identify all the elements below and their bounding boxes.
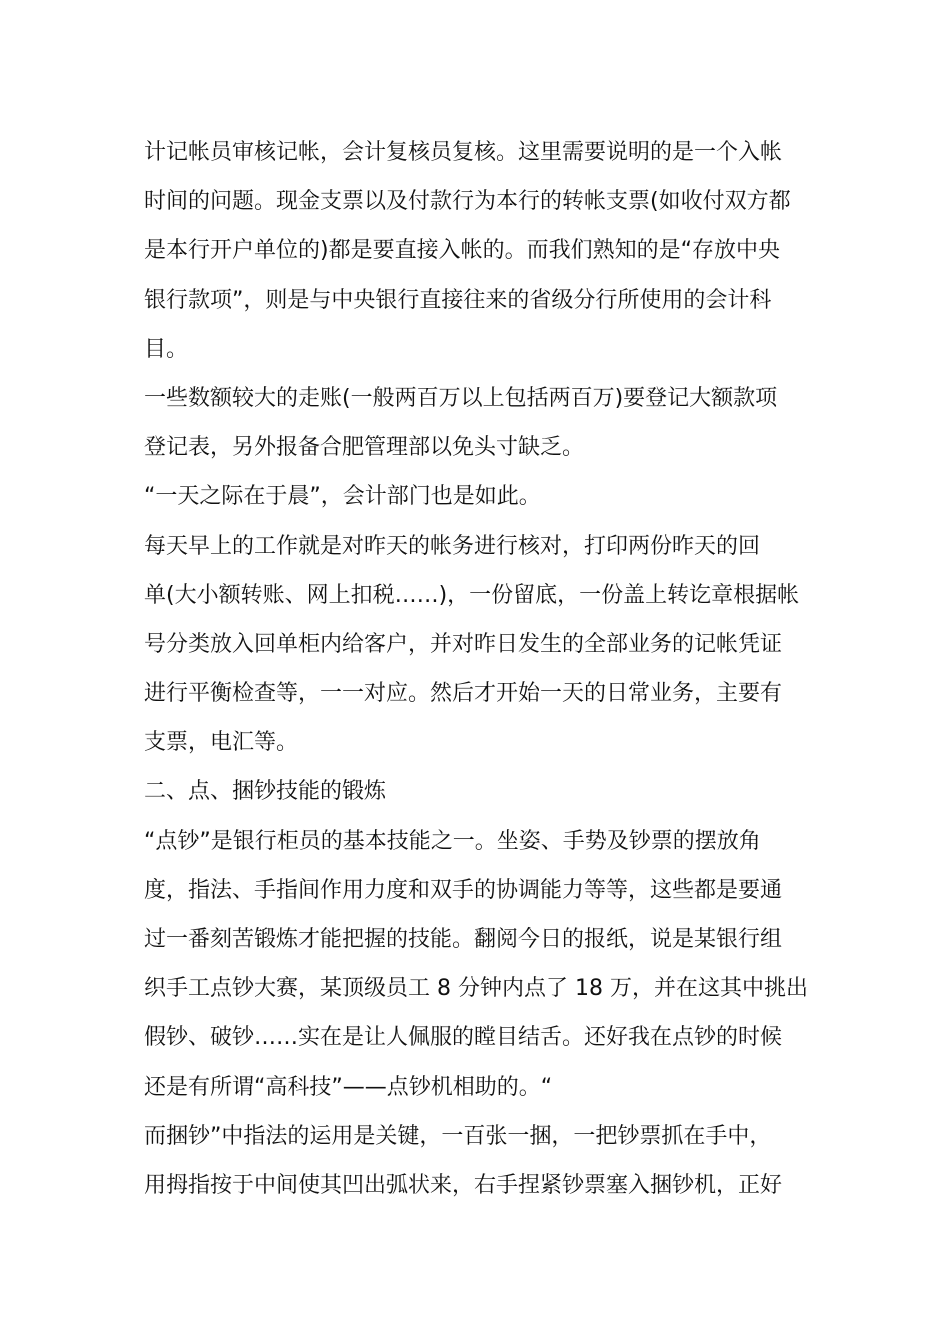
text-line: 假钞、破钞……实在是让人佩服的瞠目结舌。还好我在点钞的时候: [144, 1025, 783, 1051]
text-line: 而捆钞”中指法的运用是关键，一百张一捆，一把钞票抓在手中，: [144, 1123, 772, 1149]
text-line: 织手工点钞大赛，某顶级员工 8 分钟内点了 18 万，并在这其中挑出: [144, 976, 808, 1002]
text-line: 银行款项”，则是与中央银行直接往来的省级分行所使用的会计科: [144, 287, 772, 313]
text-line: 一些数额较大的走账(一般两百万以上包括两百万)要登记大额款项: [144, 385, 778, 411]
text-line: 单(大小额转账、网上扣税……)，一份留底，一份盖上转讫章根据帐: [144, 582, 800, 608]
text-line: 还是有所谓“高科技”——点钞机相助的。“: [144, 1074, 553, 1100]
text-line: 支票，电汇等。: [144, 730, 299, 756]
text-line: 每天早上的工作就是对昨天的帐务进行核对，打印两份昨天的回: [144, 533, 761, 559]
text-line: 号分类放入回单柜内给客户，并对昨日发生的全部业务的记帐凭证: [144, 631, 783, 657]
text-line: “点钞”是银行柜员的基本技能之一。坐姿、手势及钞票的摆放角: [144, 828, 761, 854]
text-line: 时间的问题。现金支票以及付款行为本行的转帐支票(如收付双方都: [144, 189, 791, 215]
text-line: 登记表，另外报备合肥管理部以免头寸缺乏。: [144, 435, 585, 461]
document-body: [144, 128, 834, 1210]
text-line: 进行平衡检查等，一一对应。然后才开始一天的日常业务，主要有: [144, 681, 783, 707]
text-line: 目。: [144, 336, 189, 362]
section-heading: 二、点、捆钞技能的锻炼: [144, 779, 387, 805]
text-line: 度，指法、手指间作用力度和双手的协调能力等等，这些都是要通: [144, 877, 783, 903]
text-line: 用拇指按于中间使其凹出弧状来，右手捏紧钞票塞入捆钞机，正好: [144, 1172, 783, 1198]
text-line: 计记帐员审核记帐，会计复核员复核。这里需要说明的是一个入帐: [144, 140, 783, 165]
text-line: 是本行开户单位的)都是要直接入帐的。而我们熟知的是“存放中央: [144, 238, 780, 264]
text-line: “一天之际在于晨”，会计部门也是如此。: [144, 484, 541, 510]
text-line: 过一番刻苦锻炼才能把握的技能。翻阅今日的报纸，说是某银行组: [144, 927, 783, 952]
